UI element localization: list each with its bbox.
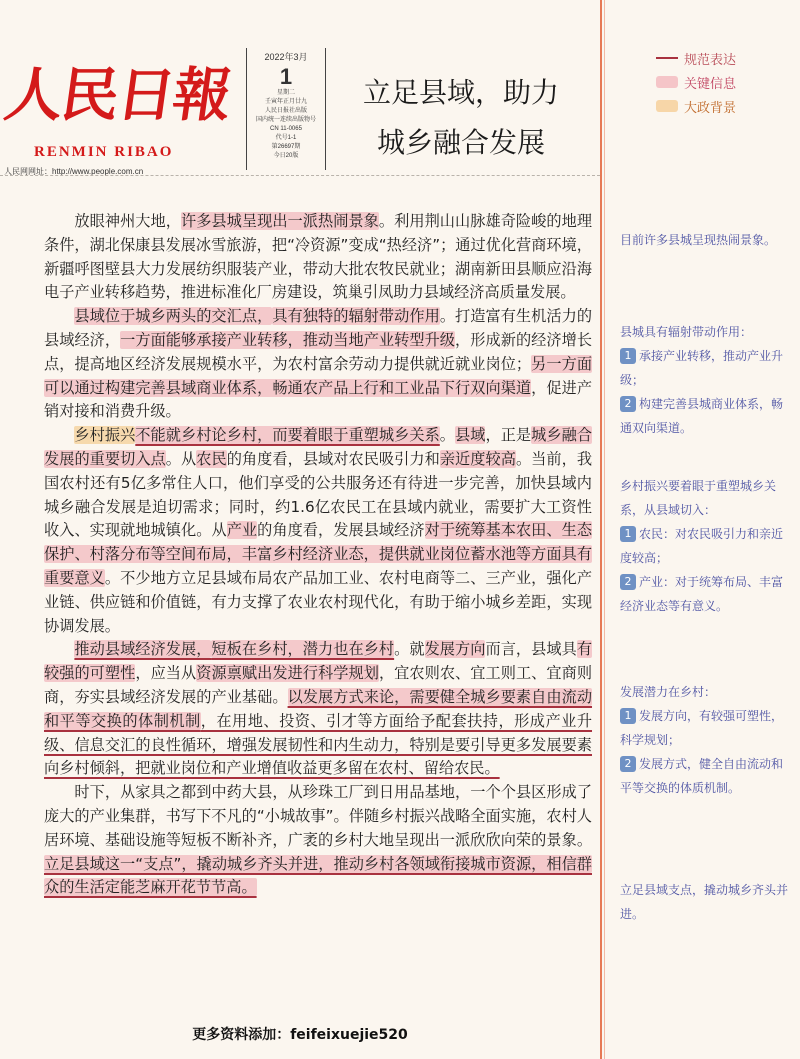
legend-item-policy <box>656 94 796 118</box>
note-item <box>620 570 792 618</box>
paragraph-2 <box>44 305 592 424</box>
pink-highlight-swatch <box>656 76 678 88</box>
key-info-highlight: 许多县城呈现出一派热闹景象 <box>180 212 379 230</box>
issue-pages: 今日20版 <box>273 153 299 159</box>
text-run: ，促进产销对接和消费升级。 <box>44 378 593 421</box>
note-title: 乡村振兴要着眼于重塑城乡关系，从县域切入： <box>620 479 777 517</box>
side-note-2 <box>620 320 792 440</box>
legend-item-key-info <box>656 70 796 94</box>
issue-day: 1 <box>279 64 293 89</box>
text-run: 的角度看，发展县域经济 <box>257 521 425 540</box>
text-run: ，应当从 <box>135 664 197 683</box>
note-item <box>620 522 792 570</box>
note-item <box>620 704 792 752</box>
side-note-3 <box>620 474 792 618</box>
masthead-divider <box>0 175 600 176</box>
key-info-highlight: 城乡融合发展的重要切入点 <box>44 426 593 468</box>
number-badge: 2 <box>620 396 636 412</box>
text-run: ，宜农则农、宜工则工、宜商则商，夯实县域经济发展的产业基础。 <box>44 664 593 706</box>
side-note-4 <box>620 680 792 800</box>
text-run: ，形成新的经济增长点，提高地区经济发展规模水平，为农村富余劳动力提供就近就业岗位； <box>44 330 593 373</box>
issue-cn-num: CN 11-0065 <box>270 126 302 132</box>
issue-publisher: 人民日报社出版 <box>264 108 307 114</box>
number-badge: 1 <box>620 526 636 542</box>
orange-highlight-swatch <box>656 100 678 112</box>
text-run: 。从 <box>165 449 197 468</box>
paragraph-5 <box>44 781 592 900</box>
note-item-text: 发展方式，健全自由流动和平等交换的体质机制。 <box>620 757 784 795</box>
note-title: 县城具有辐射带动作用： <box>620 325 753 339</box>
issue-date: 2022年3月 <box>264 52 308 62</box>
legend-label: 大政背景 <box>684 100 737 116</box>
key-info-highlight: 发展方向 <box>424 640 486 659</box>
key-info-highlight: 具有独特的辐射带动作用 <box>272 307 440 326</box>
note-item-text: 发展方向，有较强可塑性，科学规划； <box>620 709 784 747</box>
note-item <box>620 392 792 440</box>
key-info-highlight: 另一方面可以通过构建完善县域商业体系，畅通农产品上行和工业品下行双向渠道 <box>44 354 593 397</box>
issue-info-box <box>246 48 326 170</box>
legend-item-expression <box>656 46 796 70</box>
paragraph-4 <box>44 638 592 781</box>
newspaper-logo-pinyin: RENMIN RIBAO <box>34 144 174 160</box>
headline-line-1: 立足县域，助力 <box>362 76 559 109</box>
note-item-text: 构建完善县城商业体系，畅通双向渠道。 <box>620 397 784 435</box>
number-badge: 1 <box>620 348 636 364</box>
paragraph-1 <box>44 210 592 305</box>
margin-rule <box>600 0 602 1059</box>
note-title: 目前许多县城呈现热闹景象。 <box>620 233 777 247</box>
footer-contact: 更多资料添加：feifeixuejie520 <box>192 1027 408 1043</box>
expression-underline: ，在用地、投资、引才等方面给予配套扶持，形成产业升级、信息交汇的良性循环，增强发展韧性和内生动力，特别是要引导更多发展要素向乡村倾斜，把就业岗位和产业增值收益更多留在农村、留给农民。 <box>44 711 593 778</box>
issue-number: 第26697期 <box>271 144 301 150</box>
text-run: 的角度看，县域对农民吸引力和 <box>226 449 440 468</box>
text-run: 。不少地方立足县域布局农产品加工业、农村电商等二、三产业，强化产业链、供应链和价值链，有力支撑了农业农村现代化，有助于缩小城乡差距，实现协调发展。 <box>44 568 593 635</box>
key-info-highlight: 有较强的可塑性 <box>44 640 593 683</box>
key-info-highlight: 对于统筹基本农田、生态保护、村落分布等空间布局，丰富乡村经济业态，提供就业岗位蓄水池等方面具有重要意义 <box>44 521 593 587</box>
issue-cn-code: 国内统一连续出版物号 <box>255 117 316 123</box>
key-info-highlight: 以发展方式来论，需要健全城乡要素自由流动和平等交换的体制机制 <box>44 687 593 730</box>
margin-rule-inner <box>604 0 605 1059</box>
key-info-highlight: 县域位于城乡两头的交汇点， <box>74 307 273 326</box>
key-info-highlight: 农民 <box>196 449 227 468</box>
key-info-highlight: 短板在乡村，潜力也在乡村 <box>211 640 395 659</box>
legend-label: 关键信息 <box>684 76 737 92</box>
key-info-highlight: 不能就乡村论乡村，而要着眼于重塑城乡关系 <box>135 426 440 445</box>
underline-swatch <box>656 57 678 59</box>
key-info-highlight: 一方面能够承接产业转移，推动当地产业转型升级 <box>120 330 456 349</box>
text-run: 。打造富有生机活力的县域经济， <box>44 307 593 349</box>
text-run: 。 <box>439 426 456 445</box>
headline-line-2: 城乡融合发展 <box>376 126 545 159</box>
key-info-highlight: 资源禀赋出发进行科学规划 <box>196 664 379 683</box>
newspaper-masthead <box>0 40 600 175</box>
number-badge: 2 <box>620 574 636 590</box>
website-line: 人民网网址：http://www.people.com.cn <box>4 167 144 176</box>
note-item <box>620 752 792 800</box>
text-run: 。当前，我国农村还有5亿多常住人口，他们享受的公共服务还有待进一步完善，加快县域内城乡融合发展是迫切需求；同时，约1.6亿农民工在县域内就业，需要扩大工资性收入、实现就地城镇化。从 <box>44 449 593 540</box>
note-item-text: 产业：对于统筹布局、丰富经济业态等有意义。 <box>620 575 784 613</box>
legend-label: 规范表达 <box>684 52 737 68</box>
issue-lunar: 壬寅年正月廿九 <box>264 99 307 105</box>
paragraph-3 <box>44 424 592 638</box>
key-info-highlight: 推动县域经济发展， <box>74 640 212 659</box>
text-run: 而言，县域具 <box>485 640 577 659</box>
article-body <box>44 210 592 900</box>
text-run: 。就 <box>394 640 425 659</box>
text-run: ，正是 <box>485 426 532 445</box>
key-info-highlight: 亲近度较高 <box>439 449 516 468</box>
key-info-highlight: 立足县域这一“支点”，撬动城乡齐头并进，推动乡村各领域衔接城市资源，相信群众的生活定能芝麻开花节节高。 <box>44 854 592 897</box>
key-info-highlight: 县域 <box>455 426 486 445</box>
side-note-5 <box>620 878 792 926</box>
text-run: 时下，从家具之都到中药大县，从珍珠工厂到日用品基地，一个个县区形成了庞大的产业集群，书写下不凡的“小城故事”。伴随乡村振兴战略全面实施，农村人居环境、基础设施等短板不断补齐，广袤的乡村大地呈现出一派欣欣向荣的景象。 <box>44 783 592 849</box>
note-item-text: 农民：对农民吸引力和亲近度较高； <box>620 527 784 565</box>
note-item-text: 承接产业转移，推动产业升级； <box>620 349 784 387</box>
text-run: 。利用荆山山脉雄奇险峻的地理条件，湖北保康县发展冰雪旅游，把“冷资源”变成“热经济”；通过优化营商环境，新疆呼图壁县大力发展纺织服装产业，带动大批农牧民就业；湖南新田县顺应沿海电子产业转移趋势，推进标准化厂房建设，筑巢引凤助力县域经济高质量发展。 <box>44 212 593 302</box>
issue-weekday: 星期二 <box>276 90 295 96</box>
article-headline <box>336 68 586 168</box>
text-run: 放眼神州大地， <box>74 212 181 230</box>
number-badge: 1 <box>620 708 636 724</box>
issue-post-code: 代号1-1 <box>275 135 297 141</box>
key-info-highlight: 产业 <box>226 521 258 540</box>
number-badge: 2 <box>620 756 636 772</box>
note-title: 立足县域支点，撬动城乡齐头并进。 <box>620 883 789 921</box>
note-item <box>620 344 792 392</box>
policy-highlight: 乡村振兴 <box>74 426 136 445</box>
note-title: 发展潜力在乡村： <box>620 685 717 699</box>
side-note-1 <box>620 228 792 252</box>
annotation-legend <box>656 46 796 118</box>
newspaper-logo: 人民日報 <box>0 61 235 129</box>
